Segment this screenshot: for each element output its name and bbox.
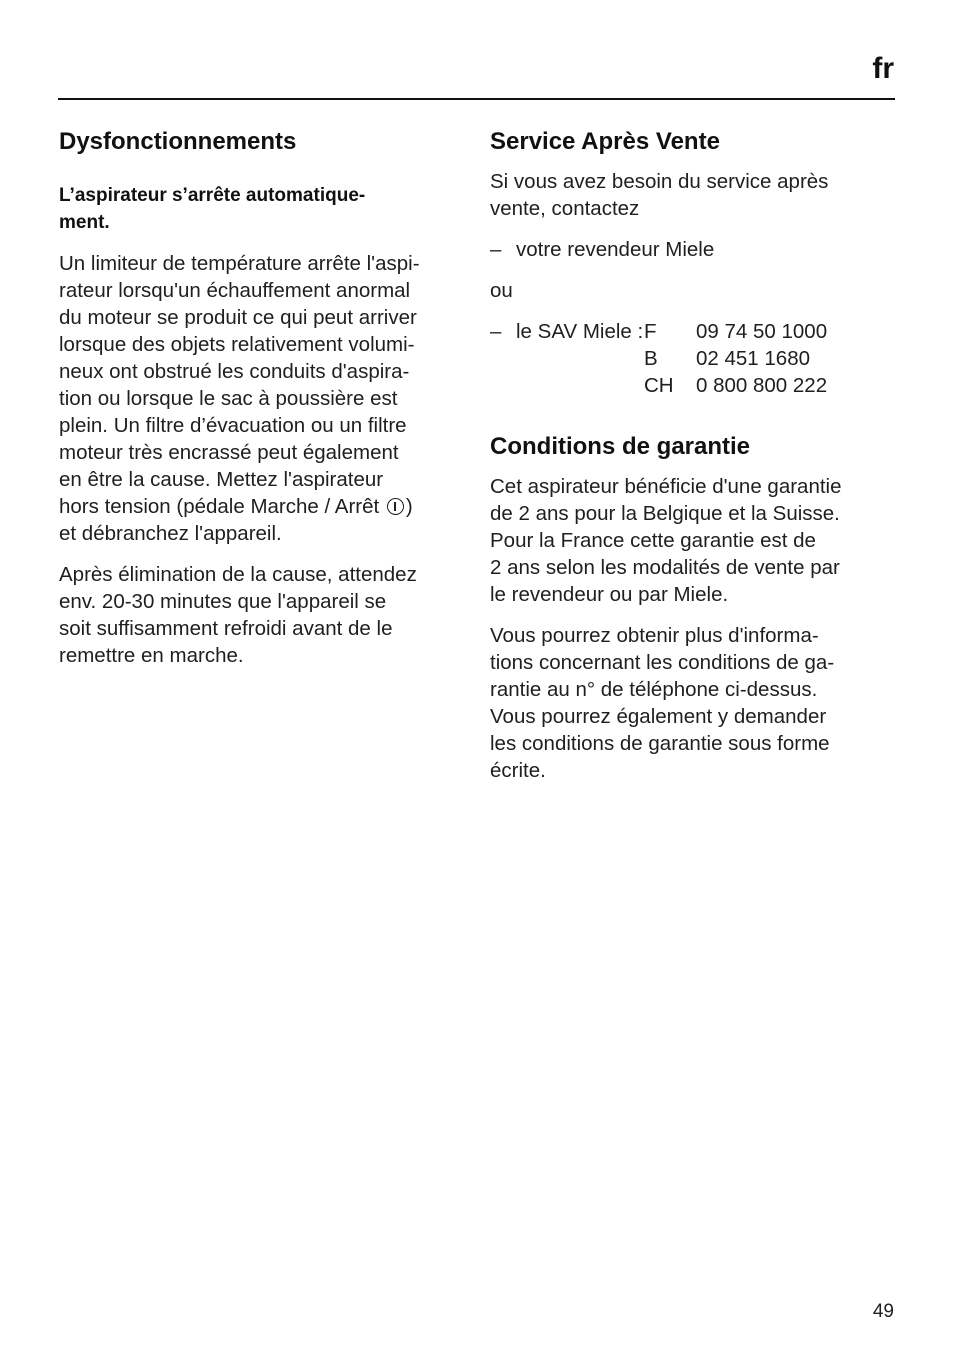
list-item-dealer	[490, 236, 895, 263]
section-title-service: Service Après Vente	[490, 128, 720, 155]
left-column	[59, 124, 469, 669]
country-code: F	[644, 320, 657, 343]
sav-row	[490, 372, 895, 399]
sav-row	[490, 318, 895, 345]
right-column	[490, 124, 895, 784]
sav-list	[490, 318, 895, 399]
phone-number: 0 800 800 222	[696, 374, 828, 397]
section-title-warranty: Conditions de garantie	[490, 433, 751, 460]
dash-bullet: –	[490, 320, 502, 343]
phone-number: 09 74 50 1000	[696, 320, 828, 343]
dash-bullet: –	[490, 238, 502, 261]
or-text: ou	[490, 279, 513, 302]
country-code: CH	[644, 374, 674, 397]
cooldown-paragraph: Après élimination de la cause, attendez env. 20-30 minutes que l'appareil se soit suffisamment refroidi avant de le remettre en marche.	[59, 563, 417, 667]
phone-number: 02 451 1680	[696, 347, 811, 370]
country-code: B	[644, 347, 658, 370]
power-icon	[387, 498, 404, 515]
header-rule	[58, 98, 895, 100]
sav-label	[490, 318, 644, 345]
service-intro: Si vous avez besoin du service après vente, contactez	[490, 170, 829, 220]
sav-row	[490, 345, 895, 372]
sav-label-text: le SAV Miele :	[516, 320, 644, 343]
warranty-paragraph-1: Cet aspirateur bénéficie d'une garantie de 2 ans pour la Belgique et la Suisse. Pour la France cette garantie est de 2 ans selon les modalités de vente par le revendeur ou par Miele.	[490, 475, 842, 606]
section-title-dysfonctionnements: Dysfonctionnements	[59, 128, 297, 155]
subsection-title: L’aspirateur s’arrête automatique- ment.	[59, 185, 366, 233]
warranty-paragraph-2: Vous pourrez obtenir plus d'informa- tions concernant les conditions de ga- rantie au n° de téléphone ci-dessus. Vous pourrez également y demander les conditions de garantie sous forme écrite.	[490, 624, 835, 782]
page-number: 49	[872, 1301, 894, 1322]
troubleshooting-paragraph: Un limiteur de température arrête l'aspi- rateur lorsqu'un échauffement anormal du moteur se produit ce qui peut arriver lorsque des objets relativement volumi- neux ont obstrué les conduits d'aspira- tion ou lorsque le sac à poussière est plein. Un filtre d’évacuation ou un filtre moteur très encrassé peut également en être la cause. Mettez l'aspirateur hors tension (pédale Marche / Arrêt ) et débranchez l'appareil.	[59, 252, 420, 545]
dealer-text: votre revendeur Miele	[516, 238, 715, 261]
language-marker: fr	[872, 52, 894, 85]
